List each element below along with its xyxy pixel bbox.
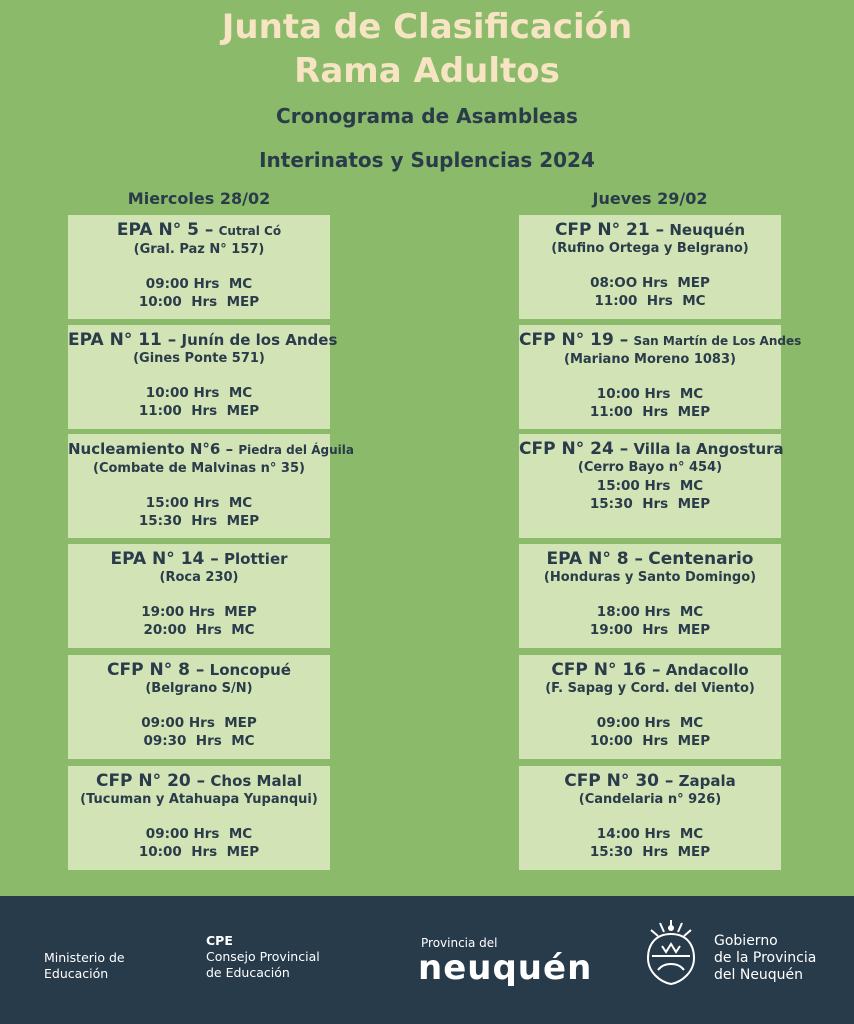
card-school: CFP N° 16 – — [551, 660, 661, 680]
card-time-2: 11:00 Hrs MC — [594, 293, 706, 309]
card-time-2: 11:00 Hrs MEP — [138, 403, 260, 419]
card-place: Zapala — [678, 772, 736, 790]
card-school: CFP N° 30 – — [564, 771, 674, 791]
card-address: (Gral. Paz N° 157) — [133, 242, 265, 257]
provincia-neuquen-logo: Provincia del neuquén — [418, 936, 593, 988]
card-address: (Cerro Bayo n° 454) — [577, 460, 723, 475]
card-time-1: 09:00 Hrs MC — [596, 715, 704, 731]
schedule-card — [68, 544, 330, 648]
card-address: (Honduras y Santo Domingo) — [543, 570, 757, 585]
schedule-card — [68, 215, 330, 319]
day-heading-thursday: Jueves 29/02 — [592, 189, 708, 208]
card-time-2: 11:00 Hrs MEP — [589, 404, 711, 420]
schedule-card — [519, 434, 784, 538]
schedule-card — [68, 766, 330, 870]
card-time-1: 18:00 Hrs MC — [596, 604, 704, 620]
ministerio-logo: Ministerio de Educación — [44, 950, 125, 981]
card-address: (Combate de Malvinas n° 35) — [93, 461, 305, 476]
card-time-2: 10:00 Hrs MEP — [138, 294, 260, 310]
card-place: San Martín de Los Andes — [633, 334, 802, 348]
card-school: CFP N° 19 – — [519, 330, 629, 350]
card-place: Andacollo — [665, 661, 749, 679]
schedule-card — [68, 325, 338, 429]
card-time-1: 15:00 Hrs MC — [596, 478, 704, 494]
card-place: Villa la Angostura — [633, 440, 784, 458]
card-time-2: 15:30 Hrs MEP — [589, 844, 711, 860]
card-address: (Rufino Ortega y Belgrano) — [551, 241, 749, 256]
card-school: EPA N° 11 – — [68, 330, 177, 350]
card-school: EPA N° 8 – — [546, 549, 643, 569]
footer — [0, 896, 854, 1024]
card-address: (Candelaria n° 926) — [578, 792, 722, 807]
schedule-card — [519, 766, 781, 870]
card-time-2: 09:30 Hrs MC — [143, 733, 255, 749]
schedule-card — [519, 655, 781, 759]
card-time-2: 19:00 Hrs MEP — [589, 622, 711, 638]
schedule-card — [519, 544, 781, 648]
card-school: Nucleamiento N°6 – — [68, 440, 234, 458]
card-time-1: 15:00 Hrs MC — [145, 495, 253, 511]
card-place: Chos Malal — [210, 772, 303, 790]
card-place: Junín de los Andes — [181, 331, 338, 349]
card-time-2: 10:00 Hrs MEP — [138, 844, 260, 860]
card-time-2: 15:30 Hrs MEP — [589, 496, 711, 512]
card-time-2: 20:00 Hrs MC — [143, 622, 255, 638]
card-time-1: 19:00 Hrs MEP — [141, 604, 257, 620]
page-title-line2: Rama Adultos — [294, 51, 560, 91]
card-time-1: 14:00 Hrs MC — [596, 826, 704, 842]
card-school: CFP N° 20 – — [95, 771, 206, 791]
card-place: Cutral Có — [218, 224, 282, 238]
card-school: CFP N° 21 – — [554, 220, 665, 240]
subtitle-schedule: Cronograma de Asambleas — [276, 104, 578, 128]
card-school: CFP N° 24 – — [519, 439, 629, 459]
card-time-1: 10:00 Hrs MC — [596, 386, 704, 402]
card-address: (Gines Ponte 571) — [133, 351, 265, 366]
provincial-coat-of-arms-icon — [638, 916, 704, 988]
schedule-card — [519, 325, 802, 429]
card-place: Centenario — [648, 549, 754, 569]
card-address: (Belgrano S/N) — [145, 681, 253, 696]
card-school: EPA N° 5 – — [116, 220, 214, 240]
subtitle-year: Interinatos y Suplencias 2024 — [259, 148, 595, 172]
card-place: Piedra del Águila — [238, 443, 354, 457]
schedule-card — [519, 215, 781, 319]
card-place: Plottier — [224, 550, 288, 568]
card-address: (Mariano Moreno 1083) — [564, 352, 736, 367]
page-title-line1: Junta de Clasificación — [221, 7, 633, 47]
card-time-1: 09:00 Hrs MC — [145, 826, 253, 842]
card-time-2: 15:30 Hrs MEP — [138, 513, 260, 529]
card-school: CFP N° 8 – — [107, 660, 205, 680]
schedule-card — [68, 434, 354, 538]
card-address: (Tucuman y Atahuapa Yupanqui) — [80, 792, 318, 807]
card-time-1: 10:00 Hrs MC — [145, 385, 253, 401]
schedule-card — [68, 655, 330, 759]
gobierno-neuquen-logo: Gobierno de la Provincia del Neuquén — [714, 933, 817, 983]
cpe-logo: CPE Consejo Provincial de Educación — [206, 933, 320, 980]
card-address: (Roca 230) — [159, 570, 239, 585]
card-address: (F. Sapag y Cord. del Viento) — [545, 681, 755, 696]
card-place: Loncopué — [209, 661, 291, 679]
card-time-1: 09:00 Hrs MEP — [141, 715, 257, 731]
card-place: Neuquén — [669, 221, 746, 239]
day-heading-wednesday: Miercoles 28/02 — [127, 189, 271, 208]
card-time-1: 09:00 Hrs MC — [145, 276, 253, 292]
card-time-1: 08:OO Hrs MEP — [590, 275, 710, 291]
card-time-2: 10:00 Hrs MEP — [589, 733, 711, 749]
card-school: EPA N° 14 – — [110, 549, 219, 569]
